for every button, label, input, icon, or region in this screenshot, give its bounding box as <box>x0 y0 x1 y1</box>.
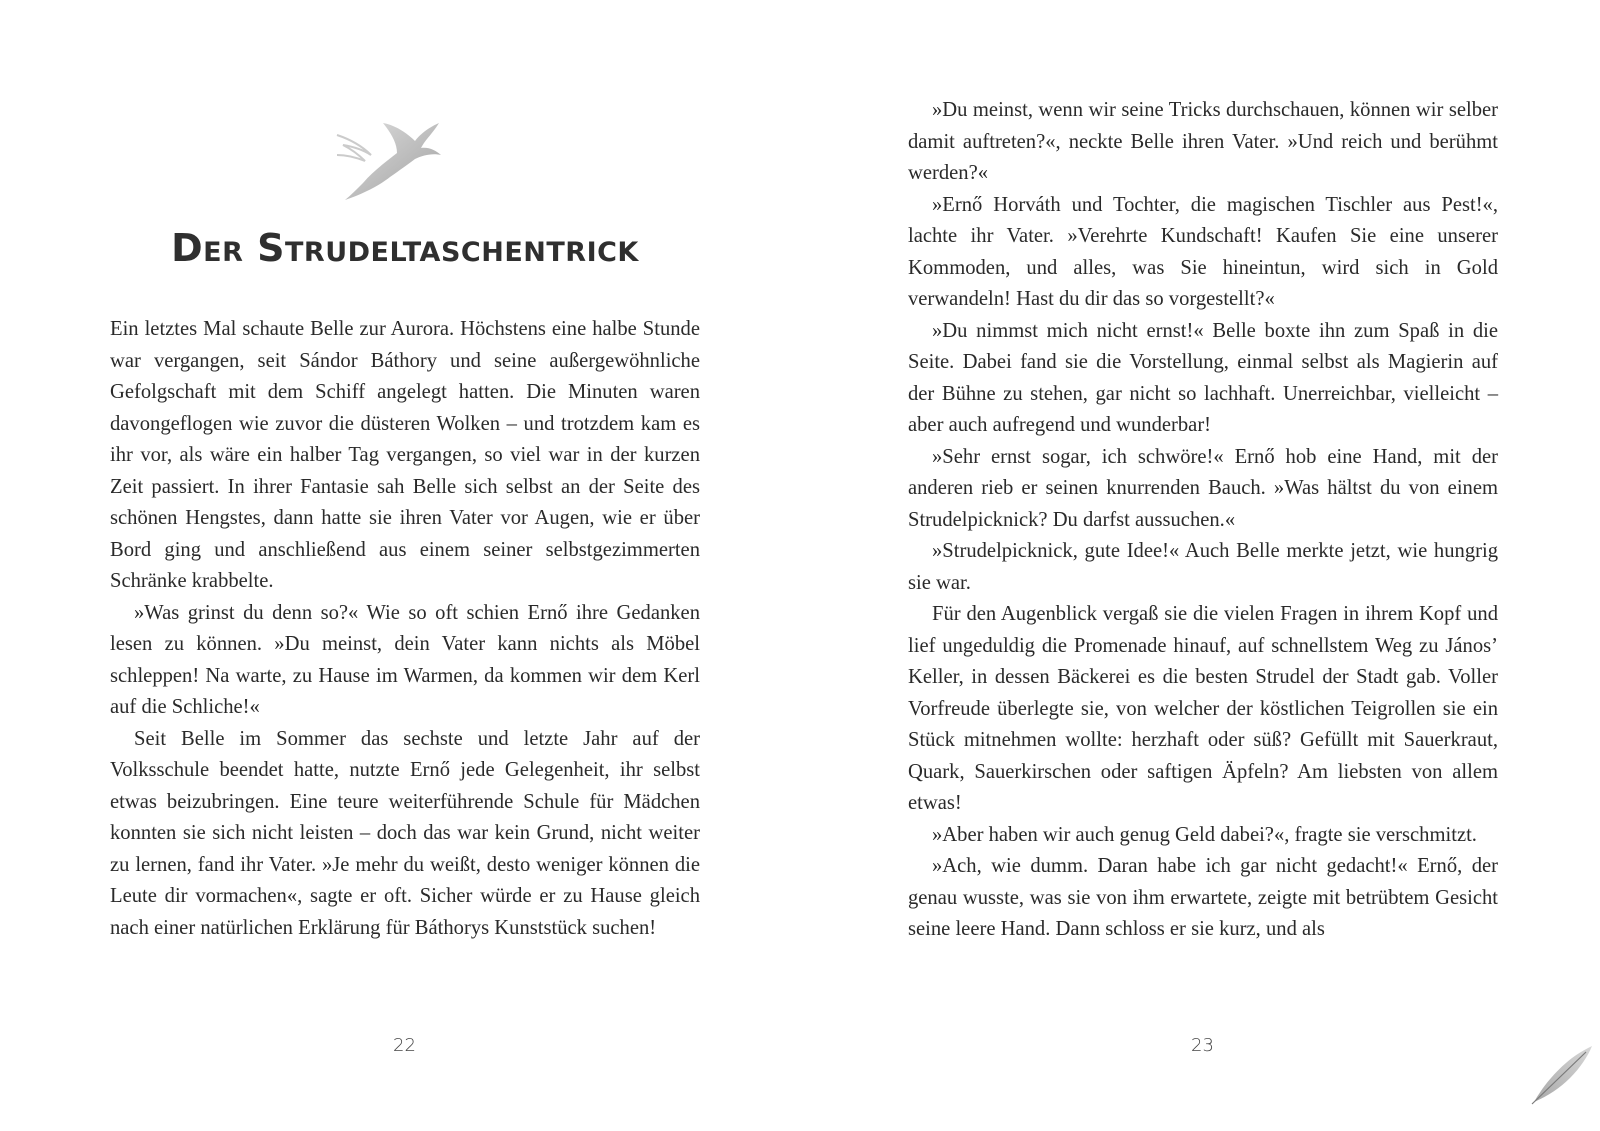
paragraph: »Du nimmst mich nicht ernst!« Belle boxte ihn zum Spaß in die Seite. Dabei fand sie die Vorstellung, einmal selbst als Magierin auf der Bühne zu stehen, gar nicht so lachhaft. Unerreichbar, vielleicht – aber auch aufregend und wunderbar! <box>908 319 1498 436</box>
page-number: 22 <box>393 1035 416 1056</box>
right-page <box>800 0 1600 1131</box>
paragraph: »Ach, wie dumm. Daran habe ich gar nicht gedacht!« Ernő, der genau wusste, was sie von ihm erwartete, zeigte mit betrübtem Gesicht seine leere Hand. Dann schloss er sie kurz, und als <box>908 855 1498 940</box>
page-number: 23 <box>1191 1035 1214 1056</box>
paragraph: »Aber haben wir auch genug Geld dabei?«, fragte sie verschmitzt. <box>932 823 1477 846</box>
right-page-text <box>908 95 1498 946</box>
paragraph: Für den Augenblick vergaß sie die vielen Fragen in ihrem Kopf und lief ungeduldig die Promenade hinauf, auf schnellstem Weg zu János’ Keller, in dessen Bäckerei es die besten Strudel der Stadt gab. Voller Vorfreude überlegte sie, von welcher der köstlichen Teigrollen sie ein Stück mitnehmen wollte: herzhaft oder süß? Gefüllt mit Sauerkraut, Quark, Sauerkirschen oder saftigen Äpfeln? Am liebsten von allem etwas! <box>908 603 1498 814</box>
paragraph: Ein letztes Mal schaute Belle zur Aurora. Höchstens eine halbe Stunde war vergangen, seit Sándor Báthory und seine außergewöhnliche Gefolgschaft mit dem Schiff angelegt hatten. Die Minuten waren davongeflogen wie zuvor die düsteren Wolken – und trotzdem kam es ihr vor, als wäre ein halber Tag vergangen, so viel war in der kurzen Zeit passiert. In ihrer Fantasie sah Belle sich selbst an der Seite des schönen Hengstes, dann hatte sie ihren Vater vor Augen, wie er über Bord ging und anschließend aus einem seiner selbstgezimmerten Schränke krabbelte. <box>110 318 700 592</box>
paragraph: Seit Belle im Sommer das sechste und letzte Jahr auf der Volksschule beendet hatte, nutzte Ernő jede Gelegenheit, ihr selbst etwas beizubringen. Eine teure weiterführende Schule für Mädchen konnten sie sich nicht leisten – doch das war kein Grund, nicht weiter zu lernen, fand ihr Vater. »Je mehr du weißt, desto weniger können die Leute dir vormachen«, sagte er oft. Sicher würde er zu Hause gleich nach einer natürlichen Erklärung für Báthorys Kunststück suchen! <box>110 727 700 939</box>
paragraph: »Strudelpicknick, gute Idee!« Auch Belle merkte jetzt, wie hungrig sie war. <box>908 540 1498 594</box>
paragraph: »Ernő Horváth und Tochter, die magischen Tischler aus Pest!«, lachte ihr Vater. »Verehrte Kundschaft! Kaufen Sie eine unserer Kommoden, und alles, was Sie hineintun, wird sich in Gold verwandeln! Hast du dir das so vorgestellt?« <box>908 193 1498 310</box>
paragraph: »Du meinst, wenn wir seine Tricks durchschauen, können wir selber damit auftreten?«, neckte Belle ihren Vater. »Und reich und berühmt werden?« <box>908 99 1498 184</box>
paragraph: »Sehr ernst sogar, ich schwöre!« Ernő hob eine Hand, mit der anderen rieb er seinen knurrenden Bauch. »Was hältst du von einem Strudelpicknick? Du darfst aussuchen.« <box>908 445 1498 531</box>
feather-icon <box>1528 1040 1596 1108</box>
paragraph: »Was grinst du denn so?« Wie so oft schien Ernő ihre Gedanken lesen zu können. »Du meinst, dein Vater kann nichts als Möbel schleppen! Na warte, zu Hause im Warmen, da kommen wir dem Kerl auf die Schliche!« <box>110 601 700 718</box>
bird-illustration-icon <box>335 115 450 210</box>
chapter-title: Der Strudeltaschentrick <box>171 226 639 270</box>
left-page-text <box>110 314 700 944</box>
